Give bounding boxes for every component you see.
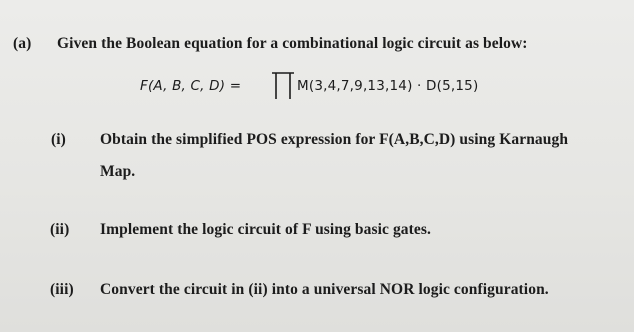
- product-icon: [271, 70, 295, 105]
- equation-rhs: M(3,4,7,9,13,14) · D(5,15): [297, 78, 479, 94]
- equation-lhs: F(A, B, C, D) =: [140, 78, 242, 94]
- part-i-text-line-2: Map.: [100, 163, 136, 180]
- part-ii-label: (ii): [50, 221, 70, 238]
- part-i-text-line-1: Obtain the simplified POS expression for F(A,B,C,D) using Karnaugh: [100, 131, 569, 148]
- part-iii-text: Convert the circuit in (ii) into a universal NOR logic configuration.: [100, 281, 549, 298]
- part-ii-text: Implement the logic circuit of F using basic gates.: [100, 221, 432, 238]
- part-i-label: (i): [51, 131, 66, 148]
- question-intro: Given the Boolean equation for a combinational logic circuit as below:: [57, 35, 528, 52]
- part-iii-label: (iii): [50, 281, 74, 298]
- product-symbol-svg: [271, 70, 295, 100]
- question-label: (a): [13, 35, 32, 52]
